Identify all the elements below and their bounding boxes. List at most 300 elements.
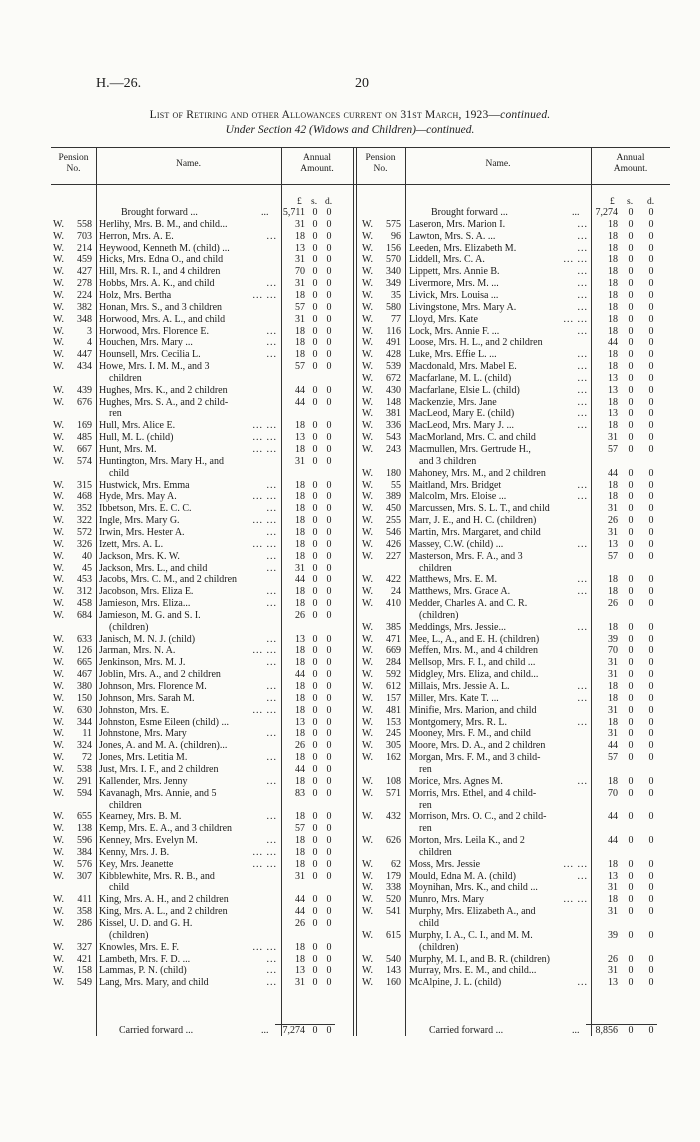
pension-shillings: 0 [312,289,318,301]
leader-dots: ... ... [563,313,588,325]
brought-forward-left-shillings: 0 [312,207,318,218]
pension-shillings: 0 [628,621,634,633]
pension-row [51,859,670,871]
pension-shillings: 0 [312,278,318,290]
pensioner-name: Kenney, Mrs. Evelyn M. [99,835,198,847]
pensioner-name: children [109,372,142,384]
leader-dots: ... [577,586,588,598]
pension-pence: 0 [648,598,654,610]
header-pension-no-right [356,153,405,175]
leader-dots: ... [266,953,277,965]
pension-pence: 0 [648,633,654,645]
leader-dots: ... [266,681,277,692]
pension-pence: 0 [648,775,654,787]
pension-row [51,219,670,231]
pension-number: 255 [386,515,401,527]
pension-number: 481 [386,704,401,716]
pension-amount: 26 [608,515,618,527]
pensioner-name: Huntington, Mrs. Mary H., and [99,455,224,467]
pension-shillings: 0 [312,432,318,444]
pension-prefix: W. [362,503,374,515]
pension-row [51,610,670,622]
pension-pence: 0 [648,254,654,266]
pension-shillings: 0 [312,716,318,728]
pension-pence: 0 [326,704,332,716]
pension-pence: 0 [326,633,332,645]
pension-prefix: W. [362,289,374,301]
pension-amount: 44 [295,396,305,408]
pension-number: 40 [82,550,92,562]
pension-number: 450 [386,503,401,515]
pension-amount: 70 [608,787,618,799]
leader-dots: ... [577,384,588,396]
pension-prefix: W. [362,633,374,645]
pensioner-name: Meffen, Mrs. M., and 4 children [409,645,538,657]
pension-shillings: 0 [312,254,318,266]
pension-number: 158 [77,965,92,977]
pension-shillings: 0 [312,337,318,349]
pension-shillings: 0 [312,752,318,764]
leader-dots: ... [577,349,588,361]
pension-amount: 44 [295,894,305,906]
pension-row [51,634,670,646]
header-name-left-line: Name. [175,159,202,169]
pension-shillings: 0 [628,396,634,408]
pensioner-name: Hughes, Mrs. K., and 2 children [99,384,228,396]
pension-pence: 0 [326,977,332,989]
currency-pounds-left: £ [297,197,302,207]
pension-amount: 18 [608,586,618,598]
pension-prefix: W. [362,301,374,313]
pension-number: 77 [391,313,401,325]
pensioner-name: Knowles, Mrs. E. F. [99,941,180,953]
pension-amount: 18 [295,230,305,242]
pension-amount: 44 [608,811,618,823]
pensioner-name: Murphy, I. A., C. I., and M. M. [409,929,533,941]
pension-amount: 18 [295,704,305,716]
pension-prefix: W. [53,692,65,704]
pension-prefix: W. [53,562,65,574]
pension-amount: 13 [295,633,305,645]
pension-prefix: W. [53,775,65,787]
pension-pence: 0 [326,562,332,574]
pension-shillings: 0 [628,515,634,527]
pension-prefix: W. [53,444,65,455]
pension-amount: 18 [608,479,618,491]
pension-number: 596 [77,835,92,847]
leader-dots: ... [577,396,588,408]
pension-row [51,574,670,586]
pension-pence: 0 [326,384,332,396]
pension-prefix: W. [362,621,374,633]
pensioner-name: Kallender, Mrs. Jenny [99,775,188,787]
pension-pence: 0 [326,918,332,929]
pension-shillings: 0 [628,740,634,752]
pension-number: 72 [82,752,92,764]
pension-prefix: W. [362,965,374,977]
pension-number: 655 [77,811,92,823]
pension-row [51,503,670,515]
pension-pence: 0 [326,775,332,787]
table-title: List of Retiring and other Allowances current on 31st March, 1923—continued. [149,109,551,121]
brought-forward-label-right: Brought forward ... [431,207,508,218]
pension-shillings: 0 [628,420,634,432]
pension-number: 340 [386,266,401,278]
pensioner-name: Murphy, Mrs. Elizabeth A., and [409,906,536,918]
pension-shillings: 0 [312,586,318,598]
pension-number: 344 [77,716,92,728]
pensioner-name: Hill, Mrs. R. I., and 4 children [99,266,221,278]
pension-amount: 18 [608,361,618,373]
pension-prefix: W. [53,432,65,444]
pensioner-name: Munro, Mrs. Mary [409,894,484,906]
pension-shillings: 0 [312,266,318,278]
pension-number: 243 [386,444,401,455]
pension-pence: 0 [648,325,654,337]
pension-pence: 0 [326,242,332,254]
leader-dots: ... [577,621,588,633]
pension-shillings: 0 [628,230,634,242]
pension-row [51,717,670,729]
pensioner-name: Mould, Edna M. A. (child) [409,870,516,882]
pension-amount: 44 [608,740,618,752]
leader-dots: ... [266,586,277,598]
leader-dots: ... [266,775,277,787]
pension-amount: 44 [608,835,618,847]
currency-pence-left: d. [325,197,333,207]
pension-pence: 0 [648,858,654,870]
pension-number: 594 [77,787,92,799]
pension-shillings: 0 [628,503,634,515]
pensioner-name: Medder, Charles A. and C. R. [409,598,528,610]
pension-row [51,290,670,302]
pension-shillings: 0 [312,858,318,870]
pensioner-name: child [109,467,129,479]
pensioner-name: Johnson, Mrs. Sarah M. [99,692,195,704]
leader-dots: ... [266,657,277,669]
pension-shillings: 0 [312,846,318,858]
pension-amount: 26 [608,598,618,610]
pensioner-name: Izett, Mrs. A. L. [99,538,164,550]
pension-shillings: 0 [312,230,318,242]
carried-forward-label-right: Carried forward ... [429,1025,504,1036]
brought-forward-label-left: Brought forward ... [121,207,198,218]
pensioner-name: Millais, Mrs. Jessie A. L. [409,681,510,692]
pension-prefix: W. [53,870,65,882]
pension-number: 169 [77,420,92,432]
pension-amount: 13 [295,965,305,977]
pension-number: 615 [386,929,401,941]
pension-number: 471 [386,633,401,645]
pension-amount: 31 [295,562,305,574]
pension-prefix: W. [362,372,374,384]
pensioner-name: Horwood, Mrs. Florence E. [99,325,209,337]
pension-row [51,349,670,361]
pension-pence: 0 [648,657,654,669]
pension-pence: 0 [648,740,654,752]
pension-row [51,918,670,930]
pensioner-name: Lambeth, Mrs. F. D. ... [99,953,191,965]
pension-number: 426 [386,538,401,550]
pension-amount: 57 [608,444,618,455]
pension-row [51,373,670,385]
pension-amount: 26 [295,740,305,752]
pension-amount: 18 [608,230,618,242]
pension-shillings: 0 [628,278,634,290]
pension-number: 349 [386,278,401,290]
pension-number: 592 [386,669,401,681]
pension-number: 576 [77,858,92,870]
pension-prefix: W. [53,230,65,242]
pension-row [51,598,670,610]
pension-amount: 44 [608,337,618,349]
pension-amount: 31 [608,882,618,894]
pension-amount: 44 [608,467,618,479]
leader-dots: ... [577,289,588,301]
pension-pence: 0 [326,550,332,562]
pension-prefix: W. [362,835,374,847]
pensioner-name: Livick, Mrs. Louisa ... [409,289,499,301]
pension-amount: 18 [295,692,305,704]
header-pension-no-left-line: Pension [58,153,89,163]
pension-shillings: 0 [312,645,318,657]
pension-prefix: W. [53,704,65,716]
pension-number: 439 [77,384,92,396]
pension-amount: 31 [295,313,305,325]
pension-pence: 0 [648,218,654,230]
pensioner-name: Jenkinson, Mrs. M. J. [99,657,186,669]
pension-row [51,456,670,468]
pension-pence: 0 [326,965,332,977]
pension-shillings: 0 [628,574,634,586]
currency-shillings-right: s. [627,197,634,207]
pensioner-name: ren [419,763,432,775]
leader-dots: ... [266,503,277,515]
pension-pence: 0 [326,515,332,527]
pension-number: 549 [77,977,92,989]
pension-amount: 18 [608,289,618,301]
leader-dots: ... [577,681,588,692]
pension-row [51,266,670,278]
pension-prefix: W. [53,728,65,740]
pension-amount: 13 [608,538,618,550]
pension-shillings: 0 [628,598,634,610]
pension-prefix: W. [53,716,65,728]
pension-shillings: 0 [628,669,634,681]
leader-dots: ... [266,692,277,704]
leader-dots: ... [266,526,277,538]
carried-forward-right-amount: 8,856 [595,1025,618,1036]
pensioner-name: Macdonald, Mrs. Mabel E. [409,361,517,373]
pensioner-name: Jackson, Mrs. L., and child [99,562,208,574]
pensioner-name: MacLeod, Mary E. (child) [409,408,515,420]
pensioner-name: Just, Mrs. I. F., and 2 children [99,763,219,775]
pension-number: 381 [386,408,401,420]
pension-prefix: W. [53,515,65,527]
pension-prefix: W. [362,740,374,752]
pension-pence: 0 [648,692,654,704]
pensioner-name: Lloyd, Mrs. Kate [409,313,478,325]
leader-dots: ... ... [563,858,588,870]
pensioner-name: Minifie, Mrs. Marion, and child [409,704,537,716]
header-name-left [96,159,281,170]
pension-shillings: 0 [628,491,634,503]
pension-number: 150 [77,692,92,704]
pension-shillings: 0 [312,977,318,989]
pension-shillings: 0 [312,301,318,313]
pensioner-name: Martin, Mrs. Margaret, and child [409,526,541,538]
pensioner-name: Honan, Mrs. S., and 3 children [99,301,223,313]
pension-number: 432 [386,811,401,823]
pensioner-name: ren [419,799,432,811]
header-pension-no-left [51,153,96,175]
pension-prefix: W. [53,823,65,835]
pensioner-name: children [419,846,452,858]
pension-number: 382 [77,301,92,313]
pension-amount: 31 [608,526,618,538]
leader-dots: ... [266,562,277,574]
pension-amount: 26 [608,953,618,965]
pension-shillings: 0 [628,444,634,455]
leader-dots: ... [577,242,588,254]
pension-number: 4 [87,337,92,349]
pension-shillings: 0 [628,301,634,313]
pension-pence: 0 [648,977,654,989]
leader-dots: ... ... [252,941,277,953]
pension-row [51,657,670,669]
header-name-right [405,159,591,170]
pension-prefix: W. [53,657,65,669]
pensioner-name: Mackenzie, Mrs. Jane [409,396,497,408]
pension-shillings: 0 [312,598,318,610]
pension-pence: 0 [648,361,654,373]
pension-prefix: W. [362,325,374,337]
pension-prefix: W. [53,846,65,858]
pension-amount: 31 [295,254,305,266]
pensioner-name: Jacobson, Mrs. Eliza E. [99,586,194,598]
pensioner-name: ren [109,408,122,420]
pension-row [51,622,670,634]
pension-amount: 70 [295,266,305,278]
pension-amount: 26 [295,918,305,929]
pensioner-name: Murray, Mrs. E. M., and child... [409,965,537,977]
pension-shillings: 0 [628,479,634,491]
pension-amount: 18 [608,349,618,361]
pension-row [51,693,670,705]
pensioner-name: Massey, C.W. (child) ... [409,538,504,550]
pension-number: 676 [77,396,92,408]
pension-shillings: 0 [312,728,318,740]
pensioner-name: Moynihan, Mrs. K., and child ... [409,882,538,894]
pension-amount: 44 [295,574,305,586]
pension-number: 667 [77,444,92,455]
pension-number: 157 [386,692,401,704]
pensioner-name: MacLeod, Mrs. Mary J. ... [409,420,514,432]
pension-pence: 0 [326,609,332,621]
pension-number: 338 [386,882,401,894]
pension-amount: 31 [608,503,618,515]
pension-number: 539 [386,361,401,373]
leader-dots: ... [577,420,588,432]
pension-amount: 18 [295,444,305,455]
pension-pence: 0 [648,420,654,432]
pension-amount: 18 [295,858,305,870]
pension-amount: 18 [295,538,305,550]
pension-amount: 31 [608,704,618,716]
pension-amount: 18 [295,811,305,823]
pension-shillings: 0 [312,526,318,538]
leader-dots: ... ... [252,538,277,550]
pension-row [51,847,670,859]
pensioner-name: Jamieson, M. G. and S. I. [99,609,201,621]
pension-row [51,800,670,812]
pension-pence: 0 [648,574,654,586]
pensioner-name: Jarman, Mrs. N. A. [99,645,176,657]
pension-pence: 0 [326,455,332,467]
pension-amount: 44 [295,763,305,775]
pensioner-name: Jamieson, Mrs. Eliza... [99,598,191,610]
pension-number: 541 [386,906,401,918]
pensioner-name: Kemp, Mrs. E. A., and 3 children [99,823,233,835]
pension-pence: 0 [326,823,332,835]
pension-number: 669 [386,645,401,657]
pension-pence: 0 [648,704,654,716]
pension-prefix: W. [362,657,374,669]
pension-prefix: W. [53,598,65,610]
pension-pence: 0 [326,432,332,444]
pension-row [51,954,670,966]
pension-shillings: 0 [628,313,634,325]
pension-shillings: 0 [628,467,634,479]
pension-amount: 18 [295,645,305,657]
pension-amount: 18 [608,894,618,906]
carried-forward-right-pence: 0 [648,1025,654,1036]
pension-amount: 31 [608,728,618,740]
pension-shillings: 0 [312,704,318,716]
pension-shillings: 0 [628,870,634,882]
pension-amount: 18 [608,858,618,870]
pension-prefix: W. [362,432,374,444]
pensioner-name: Macmullen, Mrs. Gertrude H., [409,444,531,455]
pension-amount: 18 [608,278,618,290]
pensioner-name: Moss, Mrs. Jessie [409,858,481,870]
pension-amount: 18 [295,550,305,562]
pension-number: 422 [386,574,401,586]
pensioner-name: Morrison, Mrs. O. C., and 2 child- [409,811,547,823]
pension-pence: 0 [648,266,654,278]
pension-number: 108 [386,775,401,787]
pension-row [51,669,670,681]
leader-dots: ... [577,266,588,278]
pension-number: 180 [386,467,401,479]
pension-amount: 18 [295,586,305,598]
pension-pence: 0 [648,550,654,562]
pension-amount: 18 [608,775,618,787]
pension-amount: 31 [608,657,618,669]
pension-prefix: W. [53,763,65,775]
pension-pence: 0 [326,669,332,681]
pension-number: 148 [386,396,401,408]
pension-number: 35 [391,289,401,301]
pension-pence: 0 [648,882,654,894]
pensioner-name: Miller, Mrs. Kate T. ... [409,692,499,704]
leader-dots: ... [577,479,588,491]
pension-pence: 0 [648,929,654,941]
pension-shillings: 0 [628,361,634,373]
pension-amount: 18 [295,515,305,527]
pension-amount: 13 [295,432,305,444]
pension-number: 570 [386,254,401,266]
